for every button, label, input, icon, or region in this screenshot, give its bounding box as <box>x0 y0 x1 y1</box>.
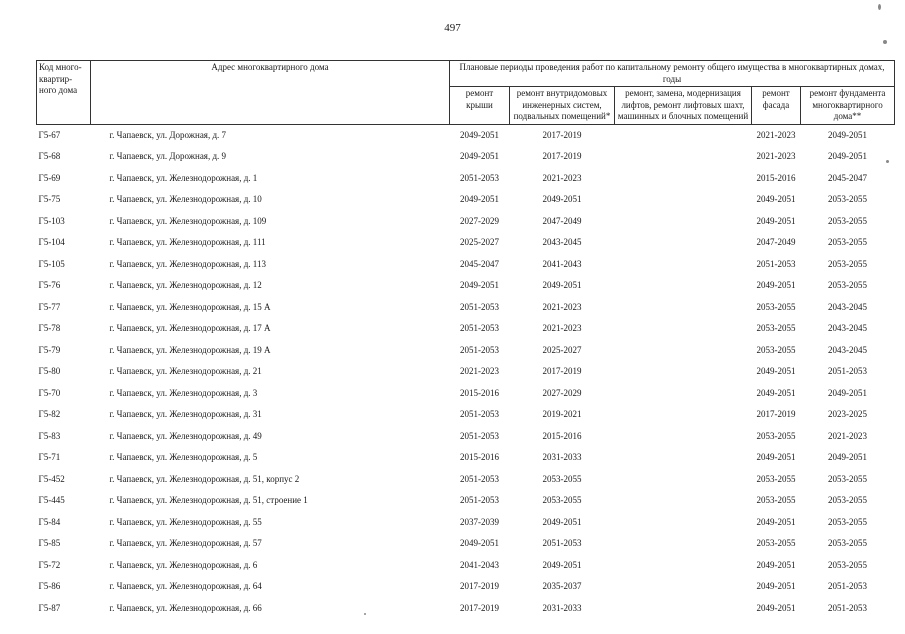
cell-address: г. Чапаевск, ул. Железнодорожная, д. 64 <box>109 581 262 592</box>
cell-address: г. Чапаевск, ул. Железнодорожная, д. 19 А <box>109 344 271 355</box>
table-row <box>37 512 895 534</box>
cell-lifts <box>615 361 752 383</box>
cell-facade: 2049-2051 <box>756 280 796 291</box>
cell-roof: 2041-2043 <box>460 559 499 570</box>
table-row <box>37 275 895 297</box>
cell-facade: 2053-2055 <box>756 323 796 334</box>
table-row <box>37 576 895 598</box>
cell-systems: 2021-2023 <box>542 301 582 312</box>
header-code: Код много-квартир-ного дома <box>37 61 91 125</box>
cell-foundation: 2049-2051 <box>828 387 868 398</box>
cell-lifts <box>615 275 752 297</box>
cell-roof: 2021-2023 <box>460 366 499 377</box>
table-row <box>37 447 895 469</box>
cell-code: Г5-69 <box>38 172 61 183</box>
cell-foundation: 2053-2055 <box>828 473 868 484</box>
cell-address: г. Чапаевск, ул. Железнодорожная, д. 1 <box>109 172 258 183</box>
cell-address: г. Чапаевск, ул. Железнодорожная, д. 66 <box>109 602 262 613</box>
cell-systems: 2015-2016 <box>542 430 582 441</box>
cell-foundation: 2053-2055 <box>828 538 868 549</box>
scan-speck <box>883 40 887 44</box>
cell-address: г. Чапаевск, ул. Железнодорожная, д. 10 <box>109 194 262 205</box>
cell-systems: 2017-2019 <box>542 129 582 140</box>
cell-systems: 2025-2027 <box>542 344 582 355</box>
cell-facade: 2049-2051 <box>756 215 796 226</box>
cell-code: Г5-83 <box>38 430 61 441</box>
cell-foundation: 2023-2025 <box>828 409 868 420</box>
cell-code: Г5-103 <box>38 215 65 226</box>
cell-roof: 2051-2053 <box>460 301 499 312</box>
cell-lifts <box>615 469 752 491</box>
cell-code: Г5-87 <box>38 602 61 613</box>
cell-roof: 2049-2051 <box>460 538 499 549</box>
cell-facade: 2049-2051 <box>756 366 796 377</box>
cell-lifts <box>615 124 752 146</box>
cell-foundation: 2053-2055 <box>828 559 868 570</box>
table-row <box>37 490 895 512</box>
cell-code: Г5-79 <box>38 344 61 355</box>
cell-facade: 2053-2055 <box>756 495 796 506</box>
cell-address: г. Чапаевск, ул. Железнодорожная, д. 51, корпус 2 <box>109 473 300 484</box>
cell-code: Г5-70 <box>38 387 61 398</box>
cell-systems: 2035-2037 <box>542 581 582 592</box>
header-address: Адрес многоквартирного дома <box>91 61 450 125</box>
cell-facade: 2049-2051 <box>756 559 796 570</box>
cell-address: г. Чапаевск, ул. Дорожная, д. 7 <box>109 129 227 140</box>
cell-roof: 2049-2051 <box>460 194 499 205</box>
cell-lifts <box>615 404 752 426</box>
table-row <box>37 555 895 577</box>
cell-code: Г5-104 <box>38 237 65 248</box>
cell-roof: 2051-2053 <box>460 323 499 334</box>
cell-address: г. Чапаевск, ул. Железнодорожная, д. 49 <box>109 430 262 441</box>
table-row <box>37 168 895 190</box>
cell-foundation: 2049-2051 <box>828 151 868 162</box>
cell-systems: 2021-2023 <box>542 172 582 183</box>
cell-address: г. Чапаевск, ул. Железнодорожная, д. 55 <box>109 516 262 527</box>
cell-roof: 2027-2029 <box>460 215 499 226</box>
header-lifts: ремонт, замена, модернизация лифтов, ремонт лифтовых шахт, машинных и блочных помещений <box>615 87 752 125</box>
cell-lifts <box>615 254 752 276</box>
table-row <box>37 469 895 491</box>
cell-foundation: 2049-2051 <box>828 452 868 463</box>
cell-lifts <box>615 426 752 448</box>
cell-code: Г5-85 <box>38 538 61 549</box>
cell-address: г. Чапаевск, ул. Железнодорожная, д. 109 <box>109 215 267 226</box>
cell-lifts <box>615 576 752 598</box>
cell-roof: 2015-2016 <box>460 452 499 463</box>
cell-lifts <box>615 383 752 405</box>
table-row <box>37 146 895 168</box>
table-row <box>37 232 895 254</box>
cell-foundation: 2053-2055 <box>828 237 868 248</box>
cell-systems: 2021-2023 <box>542 323 582 334</box>
cell-foundation: 2043-2045 <box>828 344 868 355</box>
cell-roof: 2037-2039 <box>460 516 499 527</box>
cell-foundation: 2053-2055 <box>828 258 868 269</box>
cell-facade: 2053-2055 <box>756 301 796 312</box>
cell-lifts <box>615 340 752 362</box>
table-row <box>37 189 895 211</box>
cell-foundation: 2053-2055 <box>828 516 868 527</box>
cell-code: Г5-86 <box>38 581 61 592</box>
cell-address: г. Чапаевск, ул. Железнодорожная, д. 6 <box>109 559 258 570</box>
cell-code: Г5-82 <box>38 409 61 420</box>
cell-systems: 2031-2033 <box>542 602 582 613</box>
cell-address: г. Чапаевск, ул. Железнодорожная, д. 31 <box>109 409 262 420</box>
header-systems: ремонт внутридомовых инженерных систем, подвальных помещений* <box>510 87 615 125</box>
cell-address: г. Чапаевск, ул. Железнодорожная, д. 51, строение 1 <box>109 495 308 506</box>
cell-code: Г5-78 <box>38 323 61 334</box>
scan-speck <box>878 4 881 10</box>
cell-facade: 2049-2051 <box>756 581 796 592</box>
cell-code: Г5-80 <box>38 366 61 377</box>
cell-address: г. Чапаевск, ул. Дорожная, д. 9 <box>109 151 227 162</box>
scan-speck <box>886 160 889 163</box>
cell-address: г. Чапаевск, ул. Железнодорожная, д. 113 <box>109 258 266 269</box>
cell-lifts <box>615 490 752 512</box>
cell-systems: 2049-2051 <box>542 194 582 205</box>
cell-code: Г5-84 <box>38 516 61 527</box>
table-row <box>37 318 895 340</box>
table-row <box>37 598 895 620</box>
cell-roof: 2025-2027 <box>460 237 499 248</box>
repair-schedule-table <box>36 60 895 619</box>
cell-address: г. Чапаевск, ул. Железнодорожная, д. 17 А <box>109 323 271 334</box>
cell-systems: 2031-2033 <box>542 452 582 463</box>
cell-roof: 2015-2016 <box>460 387 499 398</box>
header-foundation: ремонт фундамента многоквартирного дома** <box>801 87 895 125</box>
cell-code: Г5-76 <box>38 280 61 291</box>
cell-roof: 2051-2053 <box>460 409 499 420</box>
cell-facade: 2053-2055 <box>756 344 796 355</box>
cell-roof: 2051-2053 <box>460 430 499 441</box>
cell-roof: 2051-2053 <box>460 473 499 484</box>
cell-foundation: 2051-2053 <box>828 366 868 377</box>
cell-roof: 2017-2019 <box>460 602 499 613</box>
cell-roof: 2049-2051 <box>460 280 499 291</box>
page-number: 497 <box>444 22 461 34</box>
cell-roof: 2049-2051 <box>460 151 499 162</box>
cell-lifts <box>615 533 752 555</box>
cell-lifts <box>615 318 752 340</box>
cell-address: г. Чапаевск, ул. Железнодорожная, д. 15 А <box>109 301 271 312</box>
cell-systems: 2017-2019 <box>542 366 582 377</box>
cell-foundation: 2045-2047 <box>828 172 868 183</box>
header-facade: ремонт фасада <box>752 87 801 125</box>
cell-foundation: 2043-2045 <box>828 301 868 312</box>
cell-facade: 2053-2055 <box>756 430 796 441</box>
cell-code: Г5-68 <box>38 151 61 162</box>
cell-foundation: 2051-2053 <box>828 602 868 613</box>
cell-lifts <box>615 232 752 254</box>
cell-systems: 2047-2049 <box>542 215 582 226</box>
header-periods: Плановые периоды проведения работ по капитальному ремонту общего имущества в многоквартирных домах, годы <box>450 61 895 87</box>
cell-lifts <box>615 555 752 577</box>
table-row <box>37 426 895 448</box>
table-row <box>37 533 895 555</box>
cell-systems: 2049-2051 <box>542 280 582 291</box>
cell-systems: 2049-2051 <box>542 516 582 527</box>
cell-lifts <box>615 211 752 233</box>
cell-facade: 2049-2051 <box>756 194 796 205</box>
cell-systems: 2043-2045 <box>542 237 582 248</box>
table-row <box>37 404 895 426</box>
cell-roof: 2045-2047 <box>460 258 499 269</box>
cell-systems: 2051-2053 <box>542 538 582 549</box>
cell-code: Г5-77 <box>38 301 61 312</box>
cell-facade: 2021-2023 <box>756 151 796 162</box>
cell-foundation: 2053-2055 <box>828 194 868 205</box>
cell-systems: 2041-2043 <box>542 258 582 269</box>
cell-systems: 2049-2051 <box>542 559 582 570</box>
cell-roof: 2051-2053 <box>460 344 499 355</box>
cell-facade: 2049-2051 <box>756 516 796 527</box>
table-row <box>37 211 895 233</box>
cell-lifts <box>615 447 752 469</box>
cell-facade: 2015-2016 <box>756 172 796 183</box>
cell-foundation: 2053-2055 <box>828 495 868 506</box>
cell-facade: 2049-2051 <box>756 387 796 398</box>
table-row <box>37 124 895 146</box>
cell-address: г. Чапаевск, ул. Железнодорожная, д. 21 <box>109 366 262 377</box>
cell-facade: 2051-2053 <box>756 258 796 269</box>
cell-lifts <box>615 146 752 168</box>
table-row <box>37 361 895 383</box>
scan-speck <box>364 613 366 615</box>
cell-address: г. Чапаевск, ул. Железнодорожная, д. 3 <box>109 387 258 398</box>
table-row <box>37 383 895 405</box>
cell-systems: 2019-2021 <box>542 409 582 420</box>
cell-foundation: 2049-2051 <box>828 129 868 140</box>
cell-code: Г5-72 <box>38 559 61 570</box>
cell-code: Г5-67 <box>38 129 61 140</box>
cell-facade: 2053-2055 <box>756 538 796 549</box>
cell-systems: 2027-2029 <box>542 387 582 398</box>
cell-foundation: 2021-2023 <box>828 430 868 441</box>
cell-code: Г5-105 <box>38 258 65 269</box>
table-row <box>37 254 895 276</box>
cell-foundation: 2043-2045 <box>828 323 868 334</box>
cell-facade: 2049-2051 <box>756 602 796 613</box>
cell-facade: 2017-2019 <box>756 409 796 420</box>
cell-address: г. Чапаевск, ул. Железнодорожная, д. 5 <box>109 452 258 463</box>
header-roof: ремонт крыши <box>450 87 510 125</box>
table-header <box>37 61 895 125</box>
cell-facade: 2049-2051 <box>756 452 796 463</box>
cell-roof: 2049-2051 <box>460 129 499 140</box>
table-row <box>37 340 895 362</box>
cell-lifts <box>615 512 752 534</box>
cell-facade: 2047-2049 <box>756 237 796 248</box>
cell-lifts <box>615 297 752 319</box>
cell-lifts <box>615 189 752 211</box>
cell-systems: 2053-2055 <box>542 495 582 506</box>
cell-code: Г5-445 <box>38 495 65 506</box>
cell-lifts <box>615 168 752 190</box>
cell-foundation: 2051-2053 <box>828 581 868 592</box>
cell-address: г. Чапаевск, ул. Железнодорожная, д. 111 <box>109 237 266 248</box>
cell-foundation: 2053-2055 <box>828 280 868 291</box>
cell-foundation: 2053-2055 <box>828 215 868 226</box>
cell-address: г. Чапаевск, ул. Железнодорожная, д. 12 <box>109 280 262 291</box>
table-row <box>37 297 895 319</box>
cell-facade: 2021-2023 <box>756 129 796 140</box>
cell-lifts <box>615 598 752 620</box>
table-body <box>37 124 895 619</box>
cell-facade: 2053-2055 <box>756 473 796 484</box>
cell-systems: 2017-2019 <box>542 151 582 162</box>
cell-systems: 2053-2055 <box>542 473 582 484</box>
cell-code: Г5-452 <box>38 473 65 484</box>
cell-address: г. Чапаевск, ул. Железнодорожная, д. 57 <box>109 538 262 549</box>
cell-code: Г5-71 <box>38 452 61 463</box>
cell-roof: 2017-2019 <box>460 581 499 592</box>
cell-roof: 2051-2053 <box>460 172 499 183</box>
cell-code: Г5-75 <box>38 194 61 205</box>
cell-roof: 2051-2053 <box>460 495 499 506</box>
